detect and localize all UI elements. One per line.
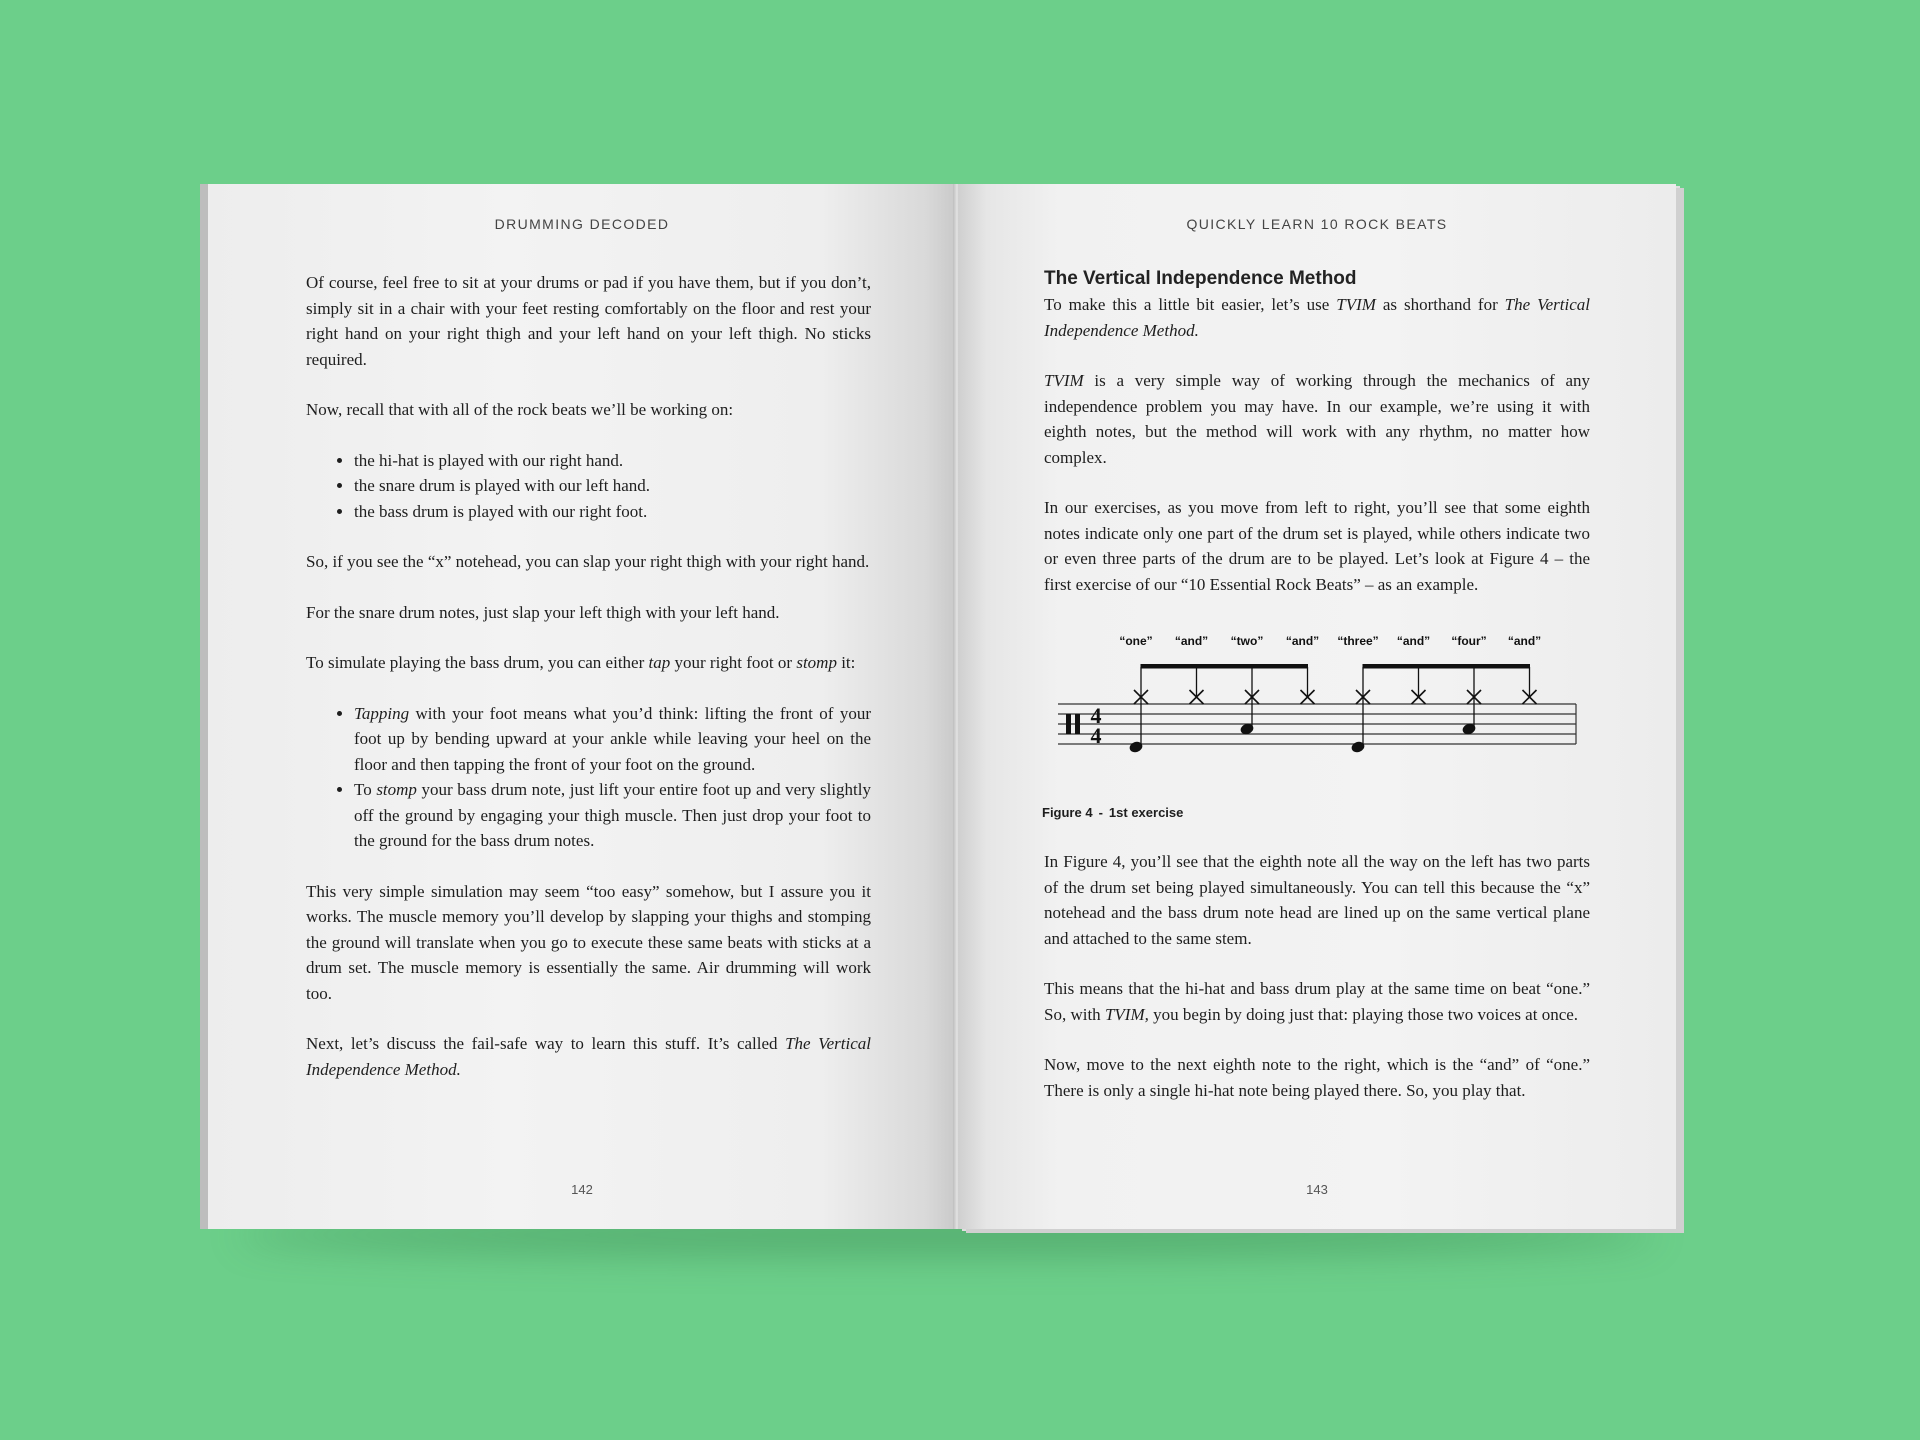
emphasis: TVIM [1336, 295, 1376, 314]
paragraph: In our exercises, as you move from left to right, you’ll see that some eighth notes indicate only one part of the drum set is played, while others indicate two or even three parts of the drum are to be played. Let’s look at Figure 4 – the first exercise of our “10 Essential Rock Beats” – as an example. [1044, 498, 1590, 594]
paragraph [306, 650, 871, 676]
text-run: it: [836, 653, 856, 672]
open-book [208, 184, 1676, 1229]
text-run: with your foot means what you’d think: lifting the front of your foot up by bending upward at your ankle while leaving your heel on the floor and then tapping the front of your foot on the ground. [354, 703, 871, 774]
percussion-clef-bar [1075, 714, 1080, 734]
text-run: To make this a little bit easier, let’s use [1044, 295, 1337, 314]
count-label: “and” [1396, 634, 1431, 648]
time-signature-top: 4 [1090, 703, 1102, 728]
paragraph [1044, 368, 1590, 470]
left-body [306, 270, 871, 1107]
text-run: as shorthand for [1375, 295, 1505, 314]
paragraph: Now, recall that with all of the rock beats we’ll be working on: [306, 400, 734, 419]
time-signature-bottom: 4 [1090, 723, 1102, 748]
count-label: “four” [1451, 634, 1487, 648]
figure-caption [1042, 805, 1183, 820]
right-page [958, 184, 1676, 1229]
emphasis: stomp [796, 653, 837, 672]
body-parts-list [306, 448, 871, 525]
text-run: you begin by doing just that: playing those two voices at once. [1148, 1004, 1579, 1024]
paragraph: Now, move to the next eighth note to the right, which is the “and” of “one.” There is only a single hi-hat note being played there. So, you play that. [1044, 1055, 1590, 1100]
right-running-head: QUICKLY LEARN 10 ROCK BEATS [1186, 216, 1448, 232]
caption-text: 1st exercise [1108, 805, 1184, 820]
paragraph: In Figure 4, you’ll see that the eighth note all the way on the left has two parts of the drum set being played simultaneously. You can tell this because the “x” notehead and the bass drum note head are lined up on the same vertical plane and attached to the same stem. [1044, 852, 1590, 948]
emphasis: The Vertical Independence Method. [306, 1034, 871, 1079]
left-running-head: DRUMMING DECODED [494, 216, 670, 232]
text-run: your right foot or [670, 653, 797, 672]
paragraph: Of course, feel free to sit at your drums or pad if you have them, but if you don’t, simply sit in a chair with your feet resting comfortably on the floor and rest your right hand on your right thigh and your left hand on your left thigh. No sticks required. [306, 273, 871, 369]
section-heading: The Vertical Independence Method [1044, 268, 1357, 289]
drum-notation-figure [1044, 628, 1590, 778]
right-page-number: 143 [1306, 1182, 1328, 1197]
list-item: • the bass drum is played with our right foot. [354, 499, 871, 525]
paragraph: This very simple simulation may seem “too easy” somehow, but I assure you it works. The muscle memory you’ll develop by slapping your thighs and stomping the ground will translate when you go to execute these same beats with sticks at a drum set. The muscle memory is essentially the same. Air drumming will work too. [306, 881, 871, 1003]
emphasis: TVIM, [1104, 1004, 1149, 1024]
emphasis: stomp [376, 780, 417, 799]
list-item [354, 777, 871, 854]
emphasis: Tapping [354, 703, 410, 723]
paragraph [306, 1031, 871, 1082]
caption-separator: - [1098, 805, 1103, 820]
list-item [354, 701, 871, 778]
note-beam [1363, 664, 1531, 669]
bass-drum-list [306, 701, 871, 854]
count-label: “one” [1119, 634, 1153, 648]
count-label: “and” [1174, 634, 1209, 648]
paragraph [1044, 976, 1590, 1027]
list-item: • the snare drum is played with our left hand. [354, 473, 871, 499]
note-beam [1141, 664, 1309, 669]
count-label: “three” [1337, 634, 1379, 648]
count-label: “and” [1285, 634, 1320, 648]
emphasis: tap [648, 653, 671, 672]
text-run: This means that the hi-hat and bass drum play at the same time on beat “one.” So, with [1044, 979, 1590, 1024]
right-body-bottom [1044, 849, 1590, 1128]
emphasis: TVIM [1044, 371, 1084, 390]
count-label: “two” [1230, 634, 1264, 648]
text-run: Next, let’s discuss the fail-safe way to learn this stuff. It’s called [306, 1034, 786, 1053]
text-run: your bass drum note, just lift your entire foot up and very slightly off the ground by engaging your thigh muscle. Then just drop your foot to the ground for the bass drum notes. [354, 780, 871, 850]
caption-label: Figure 4 [1042, 805, 1093, 820]
paragraph: For the snare drum notes, just slap your left thigh with your left hand. [306, 602, 780, 622]
text-run: To simulate playing the bass drum, you can either [306, 653, 649, 672]
paragraph [1044, 292, 1590, 343]
emphasis: The Vertical Independence Method. [1044, 295, 1590, 340]
paragraph: So, if you see the “x” notehead, you can slap your right thigh with your right hand. [306, 552, 870, 571]
left-page [208, 184, 956, 1229]
text-run: To [354, 780, 377, 799]
text-run: is a very simple way of working through the mechanics of any independence problem you may have. In our example, we’re using it with eighth notes, but the method will work with any rhythm, no matter how complex. [1044, 371, 1590, 467]
right-body-top [1044, 266, 1590, 622]
list-item: • the hi-hat is played with our right hand. [354, 448, 871, 474]
count-label: “and” [1507, 634, 1542, 648]
left-page-number: 142 [571, 1182, 593, 1197]
percussion-clef-bar [1066, 714, 1071, 734]
